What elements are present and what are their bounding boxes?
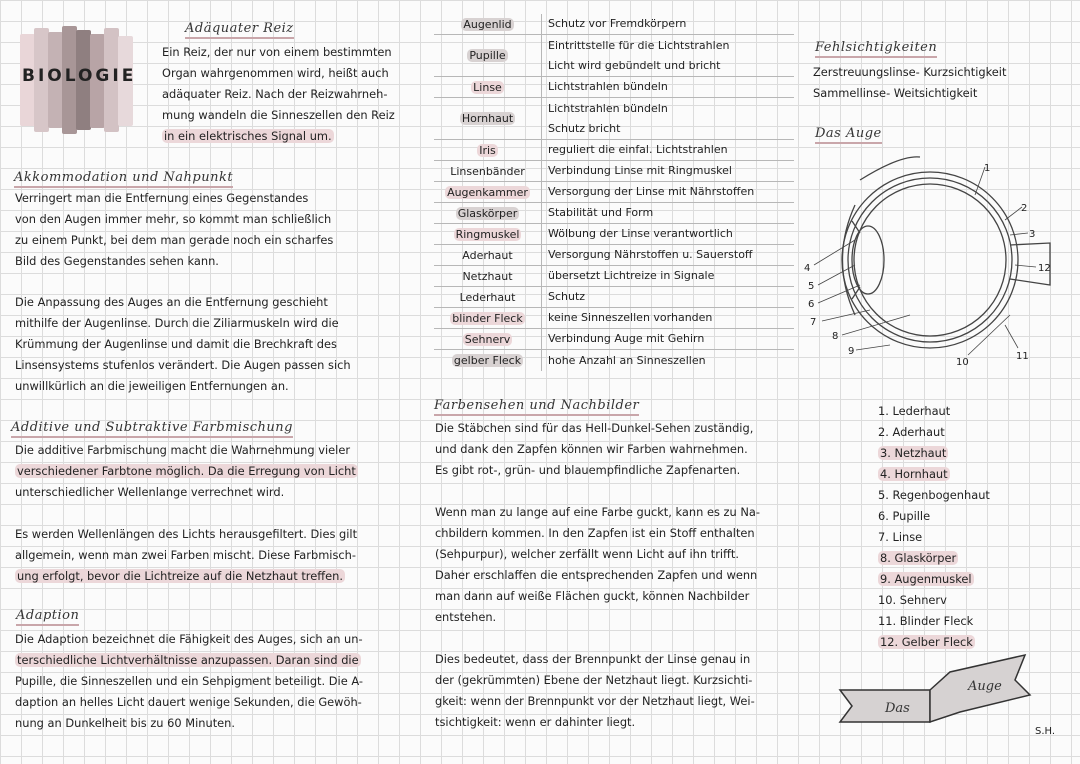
- legend-item: 12. Gelber Fleck: [880, 635, 973, 649]
- legend-item: 3. Netzhaut: [880, 446, 947, 460]
- banner-text-left: Das: [885, 701, 910, 716]
- table-function: Licht wird gebündelt und bricht: [548, 58, 721, 72]
- defect-item: Zerstreuungslinse- Kurzsichtigkeit: [813, 65, 1007, 79]
- text-line: Verringert man die Entfernung eines Gegenstandes: [15, 191, 309, 205]
- heading-adaption: Adaption: [16, 608, 79, 626]
- accommodation-text-1: [15, 188, 333, 272]
- table-row: [434, 14, 794, 35]
- table-row: [434, 161, 794, 182]
- text-line: Dies bedeutet, dass der Brennpunkt der Linse genau in: [435, 652, 751, 666]
- adaption-text: [15, 629, 363, 734]
- heading-eye: Das Auge: [815, 126, 882, 144]
- legend-item: 9. Augenmuskel: [880, 572, 972, 586]
- text-line: ung erfolgt, bevor die Lichtreize auf die Netzhaut treffen.: [17, 569, 343, 583]
- table-part: Lederhaut: [434, 287, 542, 307]
- heading-defects: Fehlsichtigkeiten: [815, 40, 937, 58]
- eye-label: 8: [832, 331, 839, 342]
- table-function: Stabilität und Form: [548, 206, 654, 219]
- text-line: zu einem Punkt, bei dem man gerade noch ein scharfes: [15, 233, 334, 247]
- legend-item: 4. Hornhaut: [880, 467, 948, 481]
- text-line: man dann auf weiße Flächen guckt, können Nachbilder: [435, 589, 750, 603]
- pointer-line: [818, 285, 860, 303]
- table-function: Schutz: [548, 290, 586, 303]
- text-line: Pupille, die Sinneszellen und ein Sehpigment beteiligt. Die A-: [15, 674, 363, 688]
- eye-label: 11: [1016, 351, 1029, 362]
- text-line: Es gibt rot-, grün- und blauempfindliche Zapfenarten.: [435, 463, 741, 477]
- text-line: Krümmung der Augenlinse und damit die Brechkraft des: [15, 337, 337, 351]
- colorvision-text-1: [435, 418, 753, 481]
- text-line: nung an Dunkelheit bis zu 60 Minuten.: [15, 716, 236, 730]
- legend-item: 6. Pupille: [878, 509, 931, 523]
- text-line: der (gekrümmten) Ebene der Netzhaut liegt. Kurzsichti-: [435, 673, 753, 687]
- text-line: und dank den Zapfen können wir Farben wahrnehmen.: [435, 442, 748, 456]
- heading-accommodation: Akkommodation und Nahpunkt: [14, 170, 233, 188]
- eye-label: 7: [810, 317, 817, 328]
- text-line: entstehen.: [435, 610, 497, 624]
- text-line: verschiedener Farbtone möglich. Da die Erregung von Licht: [17, 464, 356, 478]
- table-row: [434, 350, 794, 371]
- pointer-line: [1005, 325, 1018, 348]
- table-part: Linse: [473, 80, 502, 94]
- text-line: Linsensystems stufenlos verändert. Die Augen passen sich: [15, 358, 351, 372]
- text-line: in ein elektrisches Signal um.: [164, 129, 332, 143]
- eye-legend: [878, 401, 990, 653]
- pointer-line: [842, 315, 910, 335]
- eye-label: 9: [848, 346, 855, 357]
- colormix-text-2: [15, 524, 357, 587]
- table-function: hohe Anzahl an Sinneszellen: [548, 353, 706, 367]
- heading-colorvision: Farbensehen und Nachbilder: [434, 398, 639, 416]
- colormix-text-1: [15, 440, 358, 503]
- pointer-line: [856, 345, 890, 350]
- table-function: Versorgung der Linse mit Nährstoffen: [548, 185, 755, 198]
- table-function: Wölbung der Linse verantwortlich: [548, 227, 733, 240]
- colorvision-text-3: [435, 649, 755, 733]
- legend-item: 10. Sehnerv: [878, 593, 947, 607]
- eye-label: 2: [1021, 203, 1028, 214]
- text-line: Die additive Farbmischung macht die Wahrnehmung vieler: [15, 443, 351, 457]
- table-part: Augenlid: [463, 17, 512, 31]
- eye-label: 5: [808, 281, 815, 292]
- table-part: Glaskörper: [457, 206, 518, 220]
- table-row: [434, 35, 794, 77]
- table-function: Eintrittstelle für die Lichtstrahlen: [548, 38, 730, 52]
- heading-adequate: Adäquater Reiz: [185, 21, 294, 39]
- signature: S.H.: [1035, 726, 1056, 737]
- legend-item: 7. Linse: [878, 530, 923, 544]
- table-row: [434, 287, 794, 308]
- table-row: [434, 329, 794, 350]
- table-function: Schutz vor Fremdkörpern: [548, 17, 687, 30]
- table-part: Aderhaut: [434, 245, 542, 265]
- text-line: chbildern kommen. In den Zapfen ist ein Stoff enthalten: [435, 526, 755, 540]
- text-line: Es werden Wellenlängen des Lichts herausgefiltert. Dies gilt: [15, 527, 358, 541]
- eye-inner-circle: [854, 184, 1006, 336]
- text-line: Die Adaption bezeichnet die Fähigkeit des Auges, sich an un-: [15, 632, 363, 646]
- text-line: gkeit: wenn der Brennpunkt vor der Netzhaut liegt, Wei-: [435, 694, 755, 708]
- eye-label: 6: [808, 299, 815, 310]
- eye-outer-circle: [842, 172, 1018, 348]
- table-function: keine Sinneszellen vorhanden: [548, 311, 713, 324]
- table-part: Hornhaut: [461, 112, 514, 125]
- table-part: Iris: [479, 143, 496, 157]
- accommodation-text-2: [15, 292, 351, 397]
- table-function: Lichtstrahlen bündeln: [548, 80, 668, 93]
- text-line: Die Anpassung des Auges an die Entfernung geschieht: [15, 295, 328, 309]
- table-function: Versorgung Nährstoffen u. Sauerstoff: [548, 248, 753, 261]
- text-line: Ein Reiz, der nur von einem bestimmten: [162, 45, 392, 59]
- table-row: [434, 140, 794, 161]
- eye-label: 1: [984, 163, 991, 174]
- text-line: von den Augen immer mehr, so kommt man schließlich: [15, 212, 332, 226]
- eye-label: 12: [1038, 263, 1051, 274]
- table-row: [434, 266, 794, 287]
- table-row: [434, 224, 794, 245]
- pointer-line: [822, 310, 870, 321]
- table-row: [434, 245, 794, 266]
- table-function: Verbindung Linse mit Ringmuskel: [548, 164, 732, 177]
- defect-item: Sammellinse- Weitsichtigkeit: [813, 86, 978, 100]
- logo-title: BIOLOGIE: [22, 66, 137, 86]
- eye-parts-table: [434, 14, 794, 371]
- eye-middle-circle: [848, 178, 1012, 342]
- heading-colormix: Additive und Subtraktive Farbmischung: [11, 420, 293, 438]
- cornea: [843, 205, 856, 315]
- legend-item: 8. Glaskörper: [880, 551, 957, 565]
- legend-item: 1. Lederhaut: [878, 404, 951, 418]
- text-line: Bild des Gegenstandes sehen kann.: [15, 254, 219, 268]
- legend-item: 5. Regenbogenhaut: [878, 488, 990, 502]
- table-part: Linsenbänder: [434, 161, 542, 181]
- table-function: Schutz bricht: [548, 121, 621, 135]
- title-banner: [830, 650, 1050, 735]
- table-row: [434, 308, 794, 329]
- text-line: Die Stäbchen sind für das Hell-Dunkel-Sehen zuständig,: [435, 421, 754, 435]
- table-part: gelber Fleck: [453, 354, 522, 367]
- text-line: daption an helles Licht dauert wenige Sekunden, die Gewöh-: [15, 695, 362, 709]
- table-row: [434, 77, 794, 98]
- banner-text-right: Auge: [968, 679, 1002, 694]
- lens: [852, 226, 884, 294]
- table-part: Netzhaut: [434, 266, 542, 286]
- defects-list: [813, 62, 1006, 104]
- text-line: mithilfe der Augenlinse. Durch die Ziliarmuskeln wird die: [15, 316, 339, 330]
- text-line: unwillkürlich an die jeweiligen Entfernungen an.: [15, 379, 289, 393]
- text-line: Wenn man zu lange auf eine Farbe guckt, kann es zu Na-: [435, 505, 760, 519]
- table-part: Augenkammer: [447, 185, 528, 199]
- eye-label: 4: [804, 263, 811, 274]
- table-function: übersetzt Lichtreize in Signale: [548, 269, 715, 282]
- text-line: (Sehpurpur), welcher zerfällt wenn Licht auf ihn trifft.: [435, 547, 739, 561]
- table-function: Lichtstrahlen bündeln: [548, 101, 668, 115]
- legend-item: 11. Blinder Fleck: [878, 614, 974, 628]
- text-line: Organ wahrgenommen wird, heißt auch: [162, 66, 389, 80]
- table-part: blinder Fleck: [452, 311, 523, 325]
- table-row: [434, 203, 794, 224]
- eye-label: 10: [956, 357, 969, 368]
- pointer-line: [1010, 233, 1028, 235]
- eye-diagram: [800, 145, 1070, 375]
- adequate-text: [162, 42, 395, 147]
- text-line: tsichtigkeit: wenn er dahinter liegt.: [435, 715, 636, 729]
- table-function: reguliert die einfal. Lichtstrahlen: [548, 143, 728, 156]
- pointer-line: [1005, 207, 1022, 220]
- table-part: Pupille: [469, 49, 506, 62]
- table-row: [434, 98, 794, 140]
- text-line: adäquater Reiz. Nach der Reizwahrneh-: [162, 87, 388, 101]
- table-function: Verbindung Auge mit Gehirn: [548, 332, 705, 345]
- text-line: mung wandeln die Sinneszellen den Reiz: [162, 108, 395, 122]
- legend-item: 2. Aderhaut: [878, 425, 945, 439]
- colorvision-text-2: [435, 502, 760, 628]
- text-line: terschiedliche Lichtverhältnisse anzupassen. Daran sind die: [17, 653, 359, 667]
- eyelid-upper: [860, 157, 920, 180]
- table-row: [434, 182, 794, 203]
- table-part: Ringmuskel: [455, 227, 520, 241]
- table-part: Sehnerv: [464, 332, 511, 346]
- text-line: unterschiedlicher Wellenlange verrechnet wird.: [15, 485, 285, 499]
- text-line: Daher erschlaffen die entsprechenden Zapfen und wenn: [435, 568, 758, 582]
- text-line: allgemein, wenn man zwei Farben mischt. Diese Farbmisch-: [15, 548, 356, 562]
- eye-label: 3: [1029, 229, 1036, 240]
